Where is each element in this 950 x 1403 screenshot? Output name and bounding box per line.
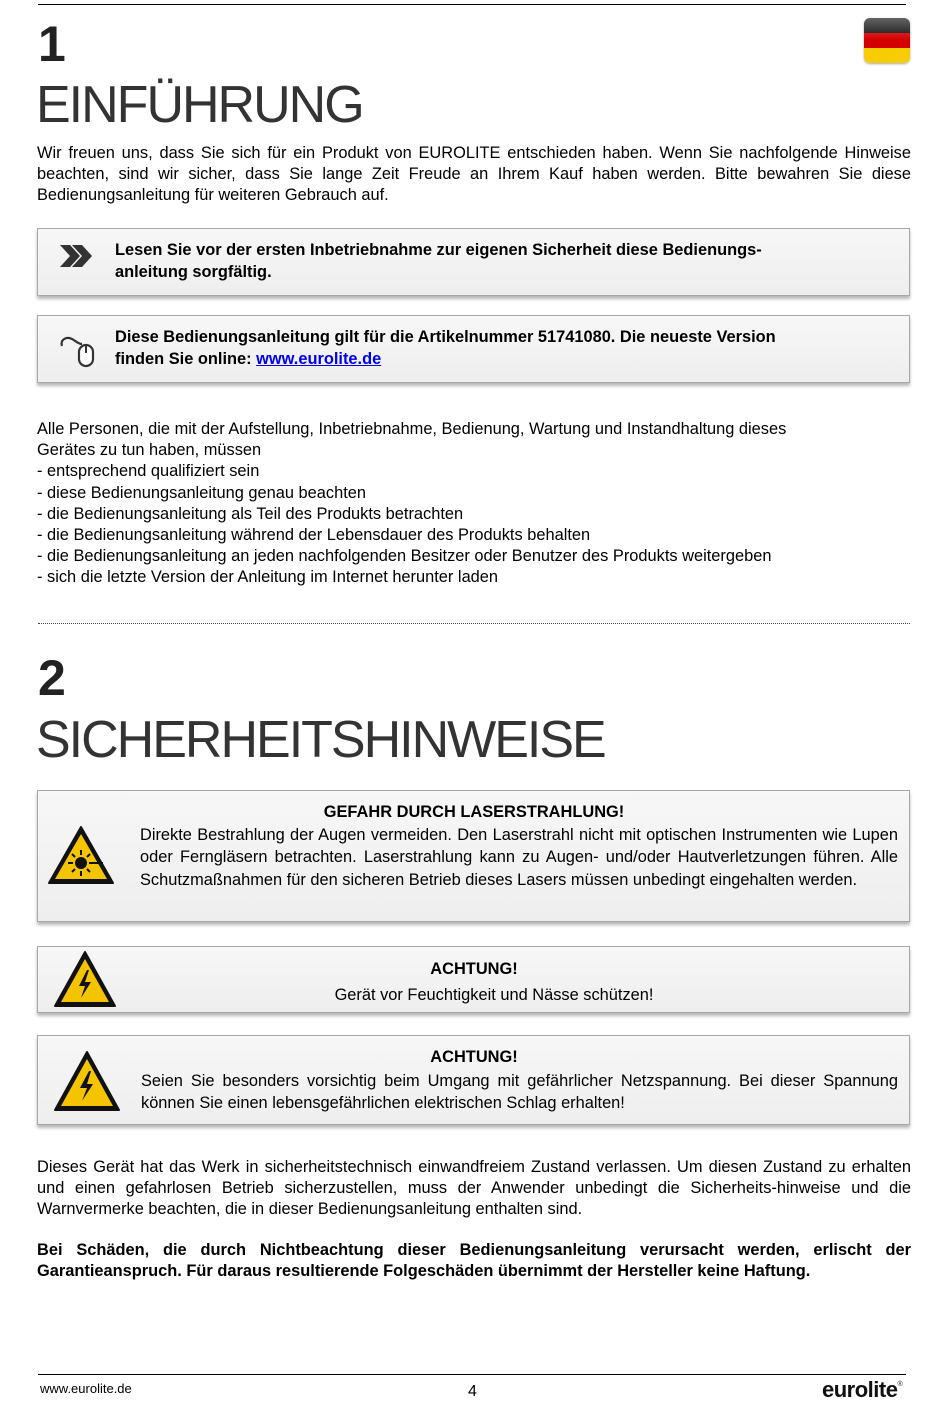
list-item: - die Bedienungsanleitung an jeden nachfolgenden Besitzer oder Benutzer des Produkts weitergeben xyxy=(37,547,772,566)
logo-text: eurolite xyxy=(822,1377,898,1402)
laser-warning-text: Direkte Bestrahlung der Augen vermeiden. Den Laserstrahl nicht mit optischen Instrumenten wie Lupen oder Ferngläsern betrachten. Laserstrahlung kann zu Augen- und/oder Hautverletzungen führen. Alle Schutzmaßnahmen für den sicheren Betrieb dieses Lasers müssen unbedingt eingehalten werden. xyxy=(140,826,898,889)
top-rule xyxy=(38,4,906,5)
section-divider xyxy=(38,623,910,624)
list-item: - diese Bedienungsanleitung genau beachten xyxy=(37,483,366,502)
laser-warning-icon xyxy=(47,825,115,885)
note-line: finden Sie online: xyxy=(115,350,252,368)
footer-url: www.eurolite.de xyxy=(40,1381,132,1396)
read-manual-note xyxy=(37,228,910,296)
note-line: anleitung sorgfältig. xyxy=(115,263,272,281)
chevron-right-icon xyxy=(58,243,94,269)
page-number: 4 xyxy=(468,1383,477,1400)
electric-hazard-icon xyxy=(53,1050,121,1112)
note-line: Diese Bedienungsanleitung gilt für die Artikelnummer 51741080. Die neueste Version xyxy=(115,328,776,346)
condition-paragraph: Dieses Gerät hat das Werk in sicherheitstechnisch einwandfreiem Zustand verlassen. Um diesen Zustand zu erhalten und einen gefahrlosen Betrieb sicherzustellen, muss der Anwender unbedingt die Sicherheits-hinweise und die Warnvermerke beachten, die in dieser Bedienungsanleitung enthalten sind. xyxy=(37,1158,911,1218)
german-flag-icon xyxy=(864,18,910,63)
website-link[interactable]: www.eurolite.de xyxy=(256,350,382,368)
moisture-warning-text: Gerät vor Feuchtigkeit und Nässe schützen! xyxy=(334,986,654,1004)
note-line: Lesen Sie vor der ersten Inbetriebnahme zur eigenen Sicherheit diese Bedienungs- xyxy=(115,241,762,259)
list-item: - sich die letzte Version der Anleitung im Internet herunter laden xyxy=(37,568,499,587)
mouse-icon xyxy=(58,328,100,370)
laser-warning-box xyxy=(37,790,910,922)
intro-paragraph: Wir freuen uns, dass Sie sich für ein Produkt von EUROLITE entschieden haben. Wenn Sie nachfolgende Hinweise beachten, sind wir sicher, dass Sie lange Zeit Freude an Ihrem Kauf haben werden. Bitte bewahren Sie diese Bedienungsanleitung für weiteren Gebrauch auf. xyxy=(37,144,911,204)
section-title: EINFÜHRUNG xyxy=(36,76,363,134)
moisture-warning-box xyxy=(37,946,910,1013)
eurolite-logo xyxy=(822,1377,902,1403)
list-item: Alle Personen, die mit der Aufstellung, Inbetriebnahme, Bedienung, Wartung und Instandhaltung dieses xyxy=(37,420,787,438)
list-item: - entsprechend qualifiziert sein xyxy=(37,462,260,481)
warranty-paragraph: Bei Schäden, die durch Nichtbeachtung dieser Bedienungsanleitung verursacht werden, erlischt der Garantieanspruch. Für daraus resultierende Folgeschäden übernimmt der Hersteller keine Haftung. xyxy=(37,1241,911,1280)
electric-hazard-icon xyxy=(53,950,117,1008)
list-item: - die Bedienungsanleitung während der Lebensdauer des Produkts behalten xyxy=(37,526,591,545)
section-number: 2 xyxy=(38,650,66,706)
voltage-warning-text: Seien Sie besonders vorsichtig beim Umgang mit gefährlicher Netzspannung. Bei dieser Spannung können Sie einen lebensgefährlichen elektrischen Schlag erhalten! xyxy=(141,1072,898,1113)
laser-warning-title: GEFAHR DURCH LASERSTRAHLUNG! xyxy=(323,803,625,821)
voltage-warning-title: ACHTUNG! xyxy=(430,1048,518,1066)
footer-rule xyxy=(38,1374,906,1375)
list-item: Gerätes zu tun haben, müssen xyxy=(37,441,262,460)
persons-list xyxy=(37,419,911,589)
version-note xyxy=(37,315,910,383)
section-number: 1 xyxy=(38,16,66,72)
section-title: SICHERHEITSHINWEISE xyxy=(36,711,605,769)
list-item: - die Bedienungsanleitung als Teil des Produkts betrachten xyxy=(37,504,464,523)
moisture-warning-title: ACHTUNG! xyxy=(430,960,518,978)
voltage-warning-box xyxy=(37,1035,910,1125)
registered-mark: ® xyxy=(897,1381,903,1388)
